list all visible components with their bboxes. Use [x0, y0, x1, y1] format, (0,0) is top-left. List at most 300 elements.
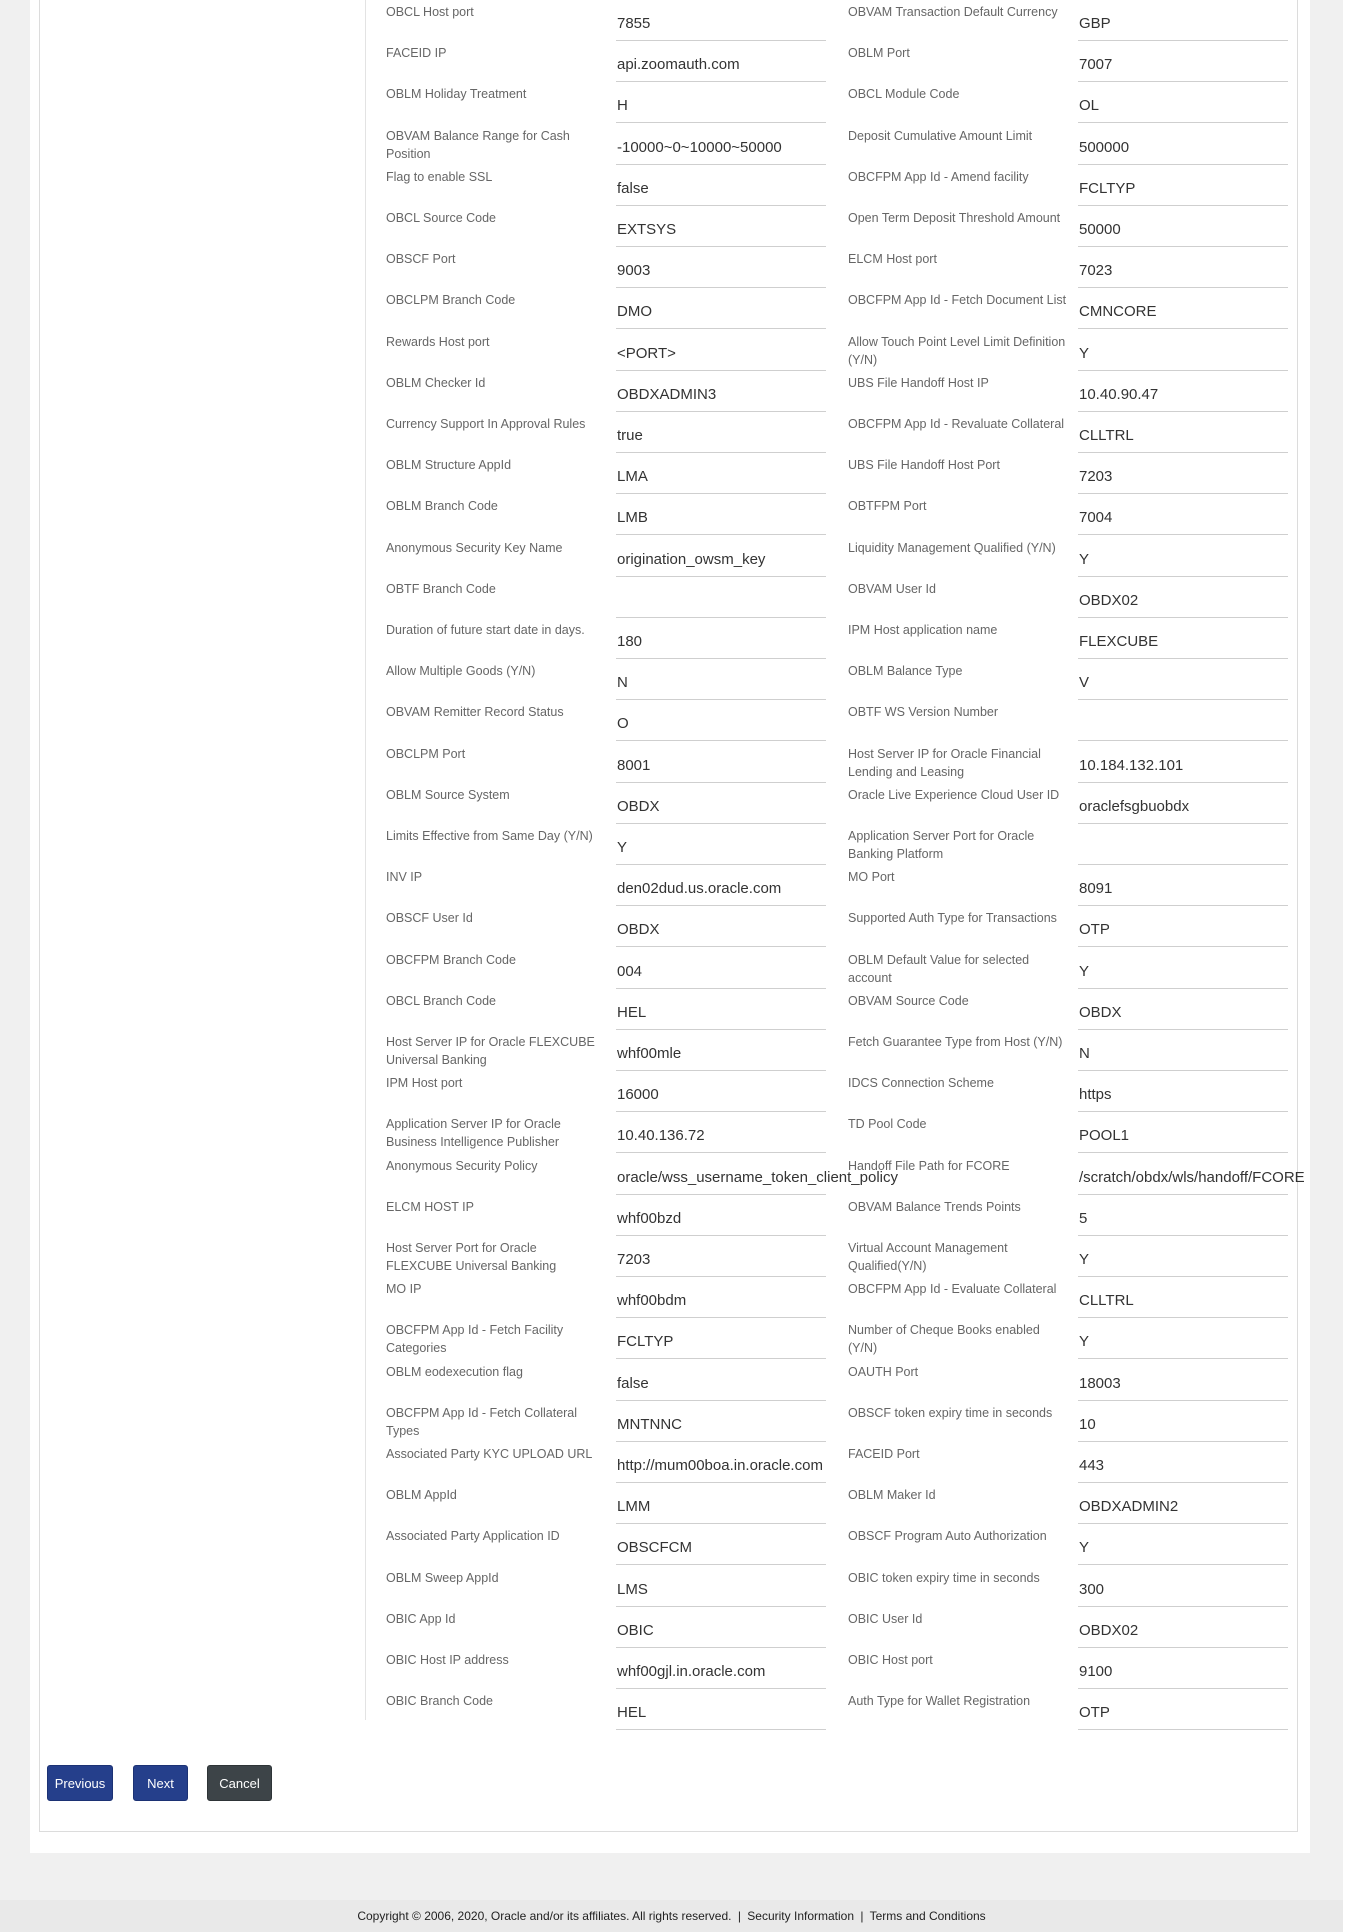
field-label: OBVAM Balance Trends Points	[848, 1200, 1021, 1214]
field-label: OBIC Host IP address	[386, 1653, 509, 1667]
page-footer	[0, 1900, 1343, 1932]
field-value[interactable]	[1078, 1694, 1288, 1730]
field-label: OBIC Host port	[848, 1653, 933, 1667]
field-value[interactable]	[616, 664, 826, 700]
field-value-text	[616, 582, 826, 592]
field-value-text: FCLTYP	[617, 1333, 674, 1350]
form-row	[366, 209, 1316, 249]
copyright-text: Copyright © 2006, 2020, Oracle and/or its affiliates. All rights reserved.	[357, 1909, 732, 1923]
field-value-text: O	[617, 715, 629, 732]
form-row	[366, 1651, 1316, 1691]
field-value[interactable]	[616, 417, 826, 453]
field-label: OBTF WS Version Number	[848, 705, 999, 719]
field-value[interactable]	[1078, 1612, 1288, 1648]
field-label: Handoff File Path for FCORE	[848, 1159, 1010, 1173]
field-value[interactable]	[616, 994, 826, 1030]
field-label: OBLM Checker Id	[386, 376, 486, 390]
field-value-text: Y	[617, 839, 628, 856]
field-value-text: OBDX02	[1079, 1622, 1139, 1639]
field-value[interactable]	[1078, 87, 1288, 123]
field-value-text: 8091	[1079, 880, 1113, 897]
field-value-text: 7203	[617, 1251, 651, 1268]
field-value[interactable]	[616, 1488, 826, 1524]
field-value[interactable]	[1078, 1488, 1288, 1524]
field-label: Number of Cheque Books enabled (Y/N)	[848, 1323, 1040, 1355]
field-value-text: 10	[1079, 1416, 1096, 1433]
field-value-text: 443	[1079, 1457, 1105, 1474]
field-value-text: 004	[617, 963, 643, 980]
field-value[interactable]	[616, 1241, 826, 1277]
field-label: OBVAM Transaction Default Currency	[848, 5, 1058, 19]
field-label: ELCM Host port	[848, 252, 937, 266]
form-row	[366, 827, 1316, 867]
form-row	[366, 415, 1316, 455]
field-label: IDCS Connection Scheme	[848, 1076, 994, 1090]
field-value-text: OTP	[1079, 921, 1110, 938]
field-value-text: POOL1	[1079, 1127, 1130, 1144]
field-value-text: H	[617, 97, 628, 114]
field-value[interactable]	[616, 705, 826, 741]
form-row	[366, 1363, 1316, 1403]
field-value-text: whf00bzd	[617, 1210, 682, 1227]
field-value-text: whf00bdm	[617, 1292, 687, 1309]
field-label: OBSCF User Id	[386, 911, 473, 925]
field-value-text: DMO	[617, 303, 652, 320]
field-label: OBVAM Source Code	[848, 994, 969, 1008]
field-value-text: 180	[617, 633, 643, 650]
field-value-text: 10.40.136.72	[617, 1127, 705, 1144]
field-value-text: CLLTRL	[1079, 1292, 1134, 1309]
field-value-text: N	[617, 674, 628, 691]
field-label: Anonymous Security Policy	[386, 1159, 538, 1173]
field-value-text: OBDXADMIN3	[617, 386, 717, 403]
form-card	[39, 0, 1305, 1832]
field-value[interactable]	[616, 747, 826, 783]
cancel-button[interactable]: Cancel	[207, 1765, 272, 1801]
field-value[interactable]	[616, 1323, 826, 1359]
field-value[interactable]	[1078, 129, 1288, 165]
field-value[interactable]	[1078, 5, 1288, 41]
page-content	[30, 0, 1310, 1853]
field-value[interactable]	[1078, 1117, 1288, 1153]
field-value[interactable]	[616, 46, 826, 82]
field-label: OBSCF Port	[386, 252, 456, 266]
field-value[interactable]	[1078, 335, 1288, 371]
form-row	[366, 1692, 1316, 1732]
field-label: Host Server IP for Oracle FLEXCUBE Universal Banking	[386, 1035, 595, 1067]
field-label: Associated Party KYC UPLOAD URL	[386, 1447, 593, 1461]
field-label: Auth Type for Wallet Registration	[848, 1694, 1031, 1708]
field-label: Host Server Port for Oracle FLEXCUBE Universal Banking	[386, 1241, 557, 1273]
field-value-text: EXTSYS	[617, 221, 677, 238]
field-value[interactable]	[616, 5, 826, 41]
field-value[interactable]	[1078, 211, 1288, 247]
footer-separator: |	[860, 1909, 864, 1923]
field-value[interactable]	[616, 788, 826, 824]
field-value-text: OBDX02	[1079, 592, 1139, 609]
field-value-text: HEL	[617, 1004, 647, 1021]
field-value-text: OBDX	[617, 798, 660, 815]
field-value[interactable]	[1078, 417, 1288, 453]
field-label: OBLM Holiday Treatment	[386, 87, 527, 101]
field-value[interactable]	[616, 376, 826, 412]
field-value-text: 7855	[617, 15, 651, 32]
field-value[interactable]	[1078, 1323, 1288, 1359]
field-value[interactable]	[1078, 376, 1288, 412]
field-value-text: 7007	[1079, 56, 1113, 73]
field-value[interactable]	[1078, 747, 1288, 783]
field-label: OBCL Host port	[386, 5, 474, 19]
field-value[interactable]	[616, 1612, 826, 1648]
field-value-text: HEL	[617, 1704, 647, 1721]
field-label: OBCFPM App Id - Revaluate Collateral	[848, 417, 1065, 431]
field-label: OBCFPM App Id - Evaluate Collateral	[848, 1282, 1057, 1296]
field-value-text: V	[1079, 674, 1090, 691]
field-label: OBLM eodexecution flag	[386, 1365, 523, 1379]
field-value-text: -10000~0~10000~50000	[617, 139, 782, 156]
field-value-text: 16000	[617, 1086, 659, 1103]
field-value-text: Y	[1079, 1539, 1090, 1556]
field-label: Associated Party Application ID	[386, 1529, 560, 1543]
field-value[interactable]	[616, 1694, 826, 1730]
field-label: INV IP	[386, 870, 423, 884]
field-value-text: OBSCFCM	[617, 1539, 692, 1556]
field-value[interactable]	[616, 87, 826, 123]
field-value-text: http://mum00boa.in.oracle.com	[617, 1457, 823, 1474]
field-value[interactable]	[616, 1159, 898, 1195]
form-row	[366, 909, 1316, 949]
field-value[interactable]	[1078, 623, 1288, 659]
field-value-text: FLEXCUBE	[1079, 633, 1159, 650]
form-row	[366, 662, 1316, 702]
field-value-text: false	[617, 180, 649, 197]
footer-separator: |	[737, 1909, 741, 1923]
field-value[interactable]	[616, 1406, 826, 1442]
form-row	[366, 539, 1316, 579]
field-label: Allow Touch Point Level Limit Definition (Y/N)	[848, 335, 1066, 367]
field-label: OBLM AppId	[386, 1488, 457, 1502]
field-label: TD Pool Code	[848, 1117, 927, 1131]
field-value[interactable]	[616, 1653, 826, 1689]
form-row	[366, 44, 1316, 84]
field-value[interactable]	[1078, 1653, 1288, 1689]
field-value[interactable]	[1078, 1571, 1288, 1607]
field-value[interactable]	[1078, 582, 1288, 618]
field-value-text: 5	[1079, 1210, 1088, 1227]
field-label: Application Server Port for Oracle Banking Platform	[848, 829, 1035, 861]
field-value[interactable]	[1078, 1076, 1288, 1112]
form-row	[366, 1033, 1316, 1073]
field-value-text: OTP	[1079, 1704, 1110, 1721]
field-value-text: CLLTRL	[1079, 427, 1134, 444]
field-value[interactable]	[616, 911, 826, 947]
field-label: OBCFPM App Id - Fetch Document List	[848, 293, 1067, 307]
form-row	[366, 127, 1316, 167]
field-value[interactable]	[616, 211, 826, 247]
field-label: Limits Effective from Same Day (Y/N)	[386, 829, 593, 843]
field-label: Virtual Account Management Qualified(Y/N)	[848, 1241, 1008, 1273]
field-value[interactable]	[1078, 1035, 1288, 1071]
field-value[interactable]	[616, 335, 826, 371]
field-label: MO IP	[386, 1282, 422, 1296]
field-value-text: OBDXADMIN2	[1079, 1498, 1179, 1515]
form-row	[366, 1198, 1316, 1238]
form-row	[366, 951, 1316, 991]
field-value[interactable]	[1078, 1282, 1288, 1318]
field-value-text: 300	[1079, 1581, 1105, 1598]
field-value[interactable]	[1078, 252, 1288, 288]
field-label: OBSCF token expiry time in seconds	[848, 1406, 1053, 1420]
form-row	[366, 1610, 1316, 1650]
form-row	[366, 168, 1316, 208]
field-value-text: OBIC	[617, 1622, 654, 1639]
field-label: OBLM Sweep AppId	[386, 1571, 499, 1585]
field-label: Liquidity Management Qualified (Y/N)	[848, 541, 1056, 555]
field-value-text: 10.40.90.47	[1079, 386, 1159, 403]
field-value[interactable]	[1078, 705, 1288, 741]
field-label: OBVAM Remitter Record Status	[386, 705, 564, 719]
field-label: OBLM Maker Id	[848, 1488, 936, 1502]
field-value[interactable]	[616, 499, 826, 535]
field-value-text: OBDX	[1079, 1004, 1122, 1021]
field-value-text: 10.184.132.101	[1079, 757, 1184, 774]
field-label: OBSCF Program Auto Authorization	[848, 1529, 1047, 1543]
field-value[interactable]	[616, 1447, 826, 1483]
form-row	[366, 250, 1316, 290]
field-value[interactable]	[616, 252, 826, 288]
field-label: OBTF Branch Code	[386, 582, 496, 596]
field-value[interactable]	[616, 1529, 826, 1565]
field-value-text: LMS	[617, 1581, 648, 1598]
field-value-text: 8001	[617, 757, 651, 774]
field-value[interactable]	[616, 1035, 826, 1071]
field-value-text: 18003	[1079, 1375, 1121, 1392]
field-value[interactable]	[1078, 458, 1288, 494]
field-label: Flag to enable SSL	[386, 170, 493, 184]
field-label: Duration of future start date in days.	[386, 623, 585, 637]
form-row	[366, 333, 1316, 373]
field-label: IPM Host application name	[848, 623, 998, 637]
field-label: OBTFPM Port	[848, 499, 927, 513]
field-value[interactable]	[1078, 788, 1288, 824]
field-value[interactable]	[616, 829, 826, 865]
field-value-text: Y	[1079, 551, 1090, 568]
field-value-text: LMA	[617, 468, 648, 485]
field-value[interactable]	[616, 1200, 826, 1236]
field-value-text: /scratch/obdx/wls/handoff/FCORE	[1079, 1169, 1305, 1186]
field-value[interactable]	[1078, 293, 1288, 329]
field-value-text: oraclefsgbuobdx	[1079, 798, 1190, 815]
form-row	[366, 374, 1316, 414]
field-value[interactable]	[1078, 1406, 1288, 1442]
field-value[interactable]	[616, 1117, 826, 1153]
field-value-text: OL	[1079, 97, 1100, 114]
form-row	[366, 786, 1316, 826]
form-row	[366, 1280, 1316, 1320]
field-label: Currency Support In Approval Rules	[386, 417, 586, 431]
field-label: OBLM Balance Type	[848, 664, 963, 678]
field-label: OBIC App Id	[386, 1612, 456, 1626]
form-row	[366, 1321, 1316, 1361]
field-value[interactable]	[616, 541, 826, 577]
form-row	[366, 456, 1316, 496]
form-row	[366, 291, 1316, 331]
field-value-text: 500000	[1079, 139, 1130, 156]
field-value-text: 7023	[1079, 262, 1113, 279]
field-value[interactable]	[616, 870, 826, 906]
field-value-text: N	[1079, 1045, 1090, 1062]
form-row	[366, 1527, 1316, 1567]
field-label: MO Port	[848, 870, 895, 884]
field-value-text: CMNCORE	[1079, 303, 1157, 320]
field-label: OBCLPM Branch Code	[386, 293, 516, 307]
field-label: OBIC Branch Code	[386, 1694, 493, 1708]
field-label: OBCLPM Port	[386, 747, 466, 761]
field-label: OBLM Default Value for selected account	[848, 953, 1030, 985]
form-row	[366, 621, 1316, 661]
field-value-text: 9100	[1079, 1663, 1113, 1680]
form-row	[366, 745, 1316, 785]
field-label: UBS File Handoff Host IP	[848, 376, 989, 390]
field-value[interactable]	[616, 1365, 826, 1401]
field-value-text: LMB	[617, 509, 648, 526]
field-value-text: MNTNNC	[617, 1416, 682, 1433]
field-label: OBCFPM App Id - Amend facility	[848, 170, 1029, 184]
field-label: IPM Host port	[386, 1076, 463, 1090]
field-value-text: false	[617, 1375, 649, 1392]
field-label: OBLM Port	[848, 46, 910, 60]
form-row	[366, 1404, 1316, 1444]
previous-button[interactable]: Previous	[47, 1765, 113, 1801]
field-value[interactable]	[616, 1571, 826, 1607]
field-value-text: OBDX	[617, 921, 660, 938]
configuration-form	[365, 0, 1316, 1720]
field-value-text: den02dud.us.oracle.com	[617, 880, 782, 897]
field-value[interactable]	[1078, 1447, 1288, 1483]
field-value[interactable]	[616, 1282, 826, 1318]
field-label: OBLM Branch Code	[386, 499, 498, 513]
field-value[interactable]	[1078, 1241, 1288, 1277]
field-label: OAUTH Port	[848, 1365, 919, 1379]
field-label: OBCFPM Branch Code	[386, 953, 516, 967]
field-value[interactable]	[1078, 994, 1288, 1030]
field-value-text: FCLTYP	[1079, 180, 1136, 197]
field-value[interactable]	[1078, 1529, 1288, 1565]
field-value[interactable]	[616, 458, 826, 494]
field-value-text	[1078, 829, 1288, 839]
field-label: OBVAM User Id	[848, 582, 936, 596]
field-label: Allow Multiple Goods (Y/N)	[386, 664, 536, 678]
field-value[interactable]	[1078, 1200, 1288, 1236]
form-row	[366, 580, 1316, 620]
form-row	[366, 703, 1316, 743]
field-label: Fetch Guarantee Type from Host (Y/N)	[848, 1035, 1063, 1049]
field-label: OBCFPM App Id - Fetch Collateral Types	[386, 1406, 578, 1438]
field-value[interactable]	[1078, 1159, 1305, 1195]
security-information-link[interactable]: Security Information	[747, 1909, 855, 1923]
field-label: OBIC User Id	[848, 1612, 923, 1626]
field-value[interactable]	[1078, 870, 1288, 906]
field-value[interactable]	[616, 129, 826, 165]
form-row	[366, 3, 1316, 43]
field-value-text: whf00gjl.in.oracle.com	[617, 1663, 766, 1680]
form-row	[366, 1157, 1316, 1197]
field-value[interactable]	[616, 953, 826, 989]
field-value[interactable]	[1078, 664, 1288, 700]
field-label: ELCM HOST IP	[386, 1200, 474, 1214]
field-value[interactable]	[616, 623, 826, 659]
field-value[interactable]	[1078, 499, 1288, 535]
field-value-text: 9003	[617, 262, 651, 279]
field-value-text: Y	[1079, 1251, 1090, 1268]
field-value-text: oracle/wss_username_token_client_policy	[617, 1169, 898, 1186]
field-label: OBVAM Balance Range for Cash Position	[386, 129, 570, 161]
field-value-text: true	[617, 427, 643, 444]
form-row	[366, 85, 1316, 125]
field-label: Deposit Cumulative Amount Limit	[848, 129, 1033, 143]
field-value[interactable]	[1078, 46, 1288, 82]
terms-and-conditions-link[interactable]: Terms and Conditions	[869, 1909, 986, 1923]
form-row	[366, 497, 1316, 537]
field-value-text: api.zoomauth.com	[617, 56, 740, 73]
field-value-text: 50000	[1079, 221, 1121, 238]
form-row	[366, 1569, 1316, 1609]
field-value-text: LMM	[617, 1498, 651, 1515]
form-row	[366, 1239, 1316, 1279]
field-value-text: GBP	[1079, 15, 1111, 32]
field-label: OBCFPM App Id - Fetch Facility Categories	[386, 1323, 564, 1355]
page-scrollbar[interactable]	[1343, 0, 1366, 1932]
field-value[interactable]	[1078, 829, 1288, 865]
form-row	[366, 1074, 1316, 1114]
form-row	[366, 1445, 1316, 1485]
field-label: OBLM Structure AppId	[386, 458, 512, 472]
field-label: Host Server IP for Oracle Financial Lending and Leasing	[848, 747, 1041, 779]
field-label: OBCL Module Code	[848, 87, 960, 101]
field-value-text: Y	[1079, 1333, 1090, 1350]
field-value[interactable]	[1078, 911, 1288, 947]
field-value[interactable]	[616, 582, 826, 618]
field-label: Supported Auth Type for Transactions	[848, 911, 1057, 925]
field-value[interactable]	[1078, 1365, 1288, 1401]
field-label: Open Term Deposit Threshold Amount	[848, 211, 1061, 225]
next-button[interactable]: Next	[133, 1765, 188, 1801]
field-label: Application Server IP for Oracle Business Intelligence Publisher	[386, 1117, 561, 1149]
field-value[interactable]	[1078, 541, 1288, 577]
field-label: Anonymous Security Key Name	[386, 541, 563, 555]
field-value[interactable]	[616, 1076, 826, 1112]
field-value-text: 7203	[1079, 468, 1113, 485]
field-value-text: https	[1079, 1086, 1112, 1103]
form-row	[366, 992, 1316, 1032]
field-label: OBIC token expiry time in seconds	[848, 1571, 1040, 1585]
field-label: OBCL Branch Code	[386, 994, 497, 1008]
form-row	[366, 868, 1316, 908]
field-value[interactable]	[616, 293, 826, 329]
field-value-text: whf00mle	[617, 1045, 682, 1062]
field-value[interactable]	[616, 170, 826, 206]
field-label: Oracle Live Experience Cloud User ID	[848, 788, 1060, 802]
field-value-text: Y	[1079, 963, 1090, 980]
field-value-text: <PORT>	[617, 345, 676, 362]
form-row	[366, 1115, 1316, 1155]
field-label: OBCL Source Code	[386, 211, 497, 225]
form-row	[366, 1486, 1316, 1526]
field-value-text: origination_owsm_key	[617, 551, 766, 568]
field-value[interactable]	[1078, 953, 1288, 989]
field-value[interactable]	[1078, 170, 1288, 206]
field-label: UBS File Handoff Host Port	[848, 458, 1000, 472]
